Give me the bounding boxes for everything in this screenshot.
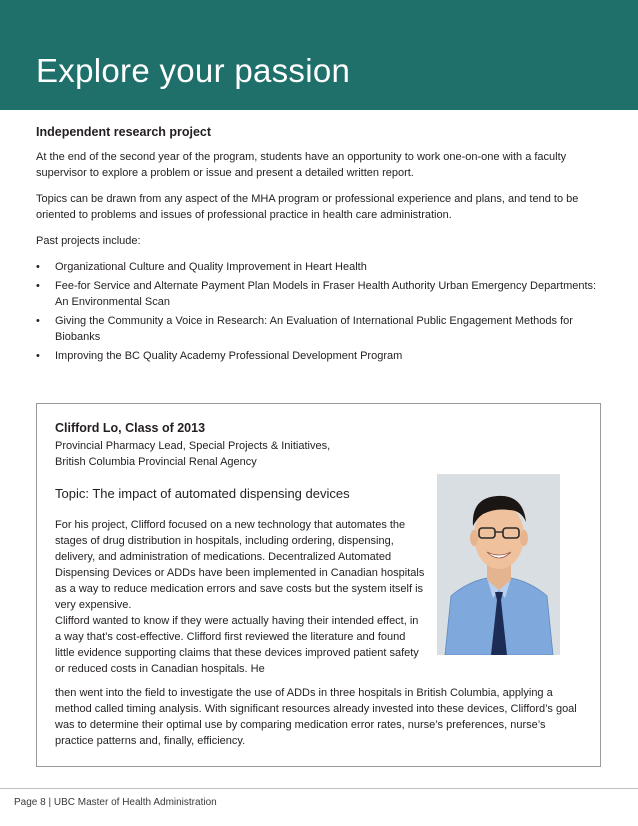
past-projects-label: Past projects include:: [36, 235, 141, 247]
topics-paragraph: Topics can be drawn from any aspect of the MHA program or professional experience and plans, and tend to be oriented to problems and issues of professional practice in health care administration.: [36, 193, 579, 221]
list-item: [36, 278, 604, 310]
list-item: [36, 313, 604, 345]
page-footer: Page 8 | UBC Master of Health Administration: [14, 797, 217, 808]
projects-list: [36, 259, 604, 364]
profile-role: [55, 438, 415, 470]
profile-topic: Topic: The impact of automated dispensing devices: [55, 486, 350, 501]
bullet-icon: •: [36, 350, 40, 362]
bullet-icon: •: [36, 261, 40, 273]
profile-role-line: British Columbia Provincial Renal Agency: [55, 456, 257, 468]
page-title: Explore your passion: [36, 52, 351, 89]
project-text: Giving the Community a Voice in Research: An Evaluation of International Public Engagement Methods for Biobanks: [55, 315, 573, 343]
section-title: Independent research project: [36, 125, 212, 139]
bullet-icon: •: [36, 315, 40, 327]
bullet-icon: •: [36, 280, 40, 292]
profile-paragraph: then went into the field to investigate the use of ADDs in three hospitals in British Columbia, applying a method called timing analysis. With significant resources already invested into these devices, Clifford’s goal was to determine their optimal use by comparing medication error rates, nurse’s preferences, nurse’s practice patterns and, finally, efficiency.: [55, 687, 577, 747]
profile-paragraph: Clifford wanted to know if they were actually having their intended effect, in a way that’s cost-effective. Clifford first reviewed the literature and found little evidence supporting claims that these devices improved patient safety or reduced costs in Canadian hospitals. He: [55, 615, 419, 675]
portrait-image: [437, 474, 560, 655]
list-item: [36, 259, 604, 275]
project-text: Fee-for Service and Alternate Payment Plan Models in Fraser Health Authority Urban Emergency Departments: An Environmental Scan: [55, 280, 597, 308]
research-section: [36, 125, 604, 367]
project-text: Organizational Culture and Quality Improvement in Heart Health: [55, 261, 367, 273]
profile-name: Clifford Lo, Class of 2013: [55, 421, 206, 435]
intro-paragraph: At the end of the second year of the program, students have an opportunity to work one-on-one with a faculty supervisor to explore a problem or issue and present a detailed written report.: [36, 151, 567, 179]
profile-photo: [437, 474, 560, 655]
header-banner: [0, 0, 638, 110]
project-text: Improving the BC Quality Academy Professional Development Program: [55, 350, 403, 362]
profile-paragraph: For his project, Clifford focused on a new technology that automates the stages of drug distribution in hospitals, including ordering, dispensing, delivery, and administration of medications. Decentralized Automated Dispensing Devices or ADDs have been implemented in Canadian hospitals as a way to reduce medication errors and save costs but the system itself is very expensive.: [55, 519, 425, 611]
profile-box: [36, 403, 601, 767]
profile-role-line: Provincial Pharmacy Lead, Special Projects & Initiatives,: [55, 440, 331, 452]
footer-divider: [0, 788, 638, 789]
list-item: [36, 348, 604, 364]
